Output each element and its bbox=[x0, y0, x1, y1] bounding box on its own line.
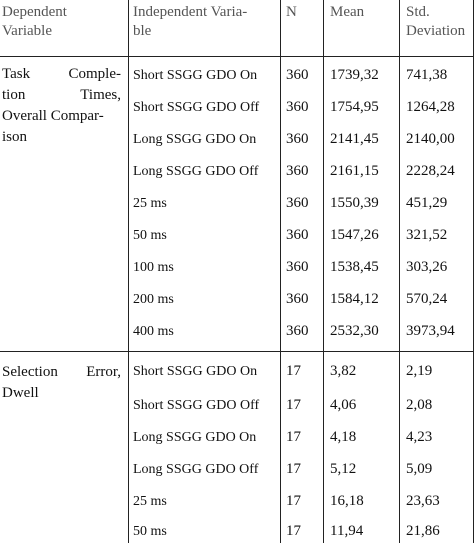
n-cell: 360 bbox=[286, 67, 309, 83]
header-mean: Mean bbox=[330, 4, 365, 20]
n-cell: 17 bbox=[286, 461, 301, 477]
n-cell: 17 bbox=[286, 493, 301, 509]
independent-variable-cell: 50 ms bbox=[133, 228, 167, 243]
independent-variable-cell: 50 ms bbox=[133, 524, 167, 539]
std-deviation-cell: 451,29 bbox=[406, 195, 448, 211]
group-dependent-label: Selection Error, Dwell bbox=[2, 364, 121, 401]
table-row bbox=[0, 460, 474, 492]
independent-variable-cell: Long SSGG GDO Off bbox=[133, 164, 259, 179]
std-deviation-cell: 303,26 bbox=[406, 259, 448, 275]
std-deviation-cell: 4,23 bbox=[406, 429, 433, 445]
mean-cell: 1547,26 bbox=[330, 227, 379, 243]
mean-cell: 1550,39 bbox=[330, 195, 379, 211]
mean-cell: 4,18 bbox=[330, 429, 357, 445]
std-deviation-cell: 3973,94 bbox=[406, 323, 455, 339]
std-deviation-cell: 2,08 bbox=[406, 397, 433, 413]
mean-cell: 1754,95 bbox=[330, 99, 379, 115]
independent-variable-cell: Short SSGG GDO On bbox=[133, 364, 258, 379]
n-cell: 360 bbox=[286, 195, 309, 211]
n-cell: 360 bbox=[286, 227, 309, 243]
mean-cell: 5,12 bbox=[330, 461, 357, 477]
n-cell: 360 bbox=[286, 323, 309, 339]
mean-cell: 11,94 bbox=[330, 523, 364, 539]
independent-variable-cell: 400 ms bbox=[133, 324, 174, 339]
independent-variable-cell: Short SSGG GDO On bbox=[133, 68, 258, 83]
n-cell: 360 bbox=[286, 99, 309, 115]
independent-variable-cell: 25 ms bbox=[133, 494, 167, 509]
table-row bbox=[0, 428, 474, 460]
group-dependent-label: Task Comple- tion Times, Overall Compar- ison bbox=[2, 66, 121, 145]
table-row bbox=[0, 290, 474, 322]
mean-cell: 4,06 bbox=[330, 397, 357, 413]
n-cell: 17 bbox=[286, 523, 301, 539]
std-deviation-cell: 1264,28 bbox=[406, 99, 455, 115]
table-row bbox=[0, 162, 474, 194]
std-deviation-cell: 2228,24 bbox=[406, 163, 455, 179]
table-row bbox=[0, 362, 474, 394]
table-row bbox=[0, 66, 474, 98]
std-deviation-cell: 2,19 bbox=[406, 363, 433, 379]
header-n: N bbox=[286, 4, 297, 20]
n-cell: 360 bbox=[286, 131, 309, 147]
independent-variable-cell: 100 ms bbox=[133, 260, 174, 275]
independent-variable-cell: 25 ms bbox=[133, 196, 167, 211]
header-dependent-variable: Dependent Variable bbox=[2, 4, 67, 39]
mean-cell: 1538,45 bbox=[330, 259, 379, 275]
independent-variable-cell: Long SSGG GDO Off bbox=[133, 462, 259, 477]
n-cell: 17 bbox=[286, 429, 301, 445]
mean-cell: 2161,15 bbox=[330, 163, 379, 179]
mean-cell: 3,82 bbox=[330, 363, 357, 379]
table-row bbox=[0, 98, 474, 130]
n-cell: 360 bbox=[286, 291, 309, 307]
table-row bbox=[0, 258, 474, 290]
mean-cell: 2141,45 bbox=[330, 131, 379, 147]
table-row bbox=[0, 322, 474, 354]
std-deviation-cell: 2140,00 bbox=[406, 131, 455, 147]
table-row bbox=[0, 492, 474, 524]
mean-cell: 1584,12 bbox=[330, 291, 379, 307]
std-deviation-cell: 23,63 bbox=[406, 493, 440, 509]
independent-variable-cell: Short SSGG GDO Off bbox=[133, 100, 260, 115]
table-row bbox=[0, 522, 474, 554]
std-deviation-cell: 21,86 bbox=[406, 523, 440, 539]
mean-cell: 16,18 bbox=[330, 493, 364, 509]
table-row bbox=[0, 226, 474, 258]
independent-variable-cell: 200 ms bbox=[133, 292, 174, 307]
n-cell: 17 bbox=[286, 363, 301, 379]
table-row bbox=[0, 130, 474, 162]
independent-variable-cell: Long SSGG GDO On bbox=[133, 430, 257, 445]
n-cell: 360 bbox=[286, 259, 309, 275]
mean-cell: 1739,32 bbox=[330, 67, 379, 83]
table-row bbox=[0, 396, 474, 428]
header-std-deviation: Std. Deviation bbox=[406, 4, 466, 39]
independent-variable-cell: Short SSGG GDO Off bbox=[133, 398, 260, 413]
std-deviation-cell: 321,52 bbox=[406, 227, 448, 243]
table-row bbox=[0, 194, 474, 226]
n-cell: 360 bbox=[286, 163, 309, 179]
header-independent-variable: Independent Varia- ble bbox=[133, 4, 248, 39]
independent-variable-cell: Long SSGG GDO On bbox=[133, 132, 257, 147]
std-deviation-cell: 570,24 bbox=[406, 291, 448, 307]
n-cell: 17 bbox=[286, 397, 301, 413]
mean-cell: 2532,30 bbox=[330, 323, 379, 339]
header-divider bbox=[0, 56, 474, 57]
std-deviation-cell: 5,09 bbox=[406, 461, 433, 477]
std-deviation-cell: 741,38 bbox=[406, 67, 448, 83]
